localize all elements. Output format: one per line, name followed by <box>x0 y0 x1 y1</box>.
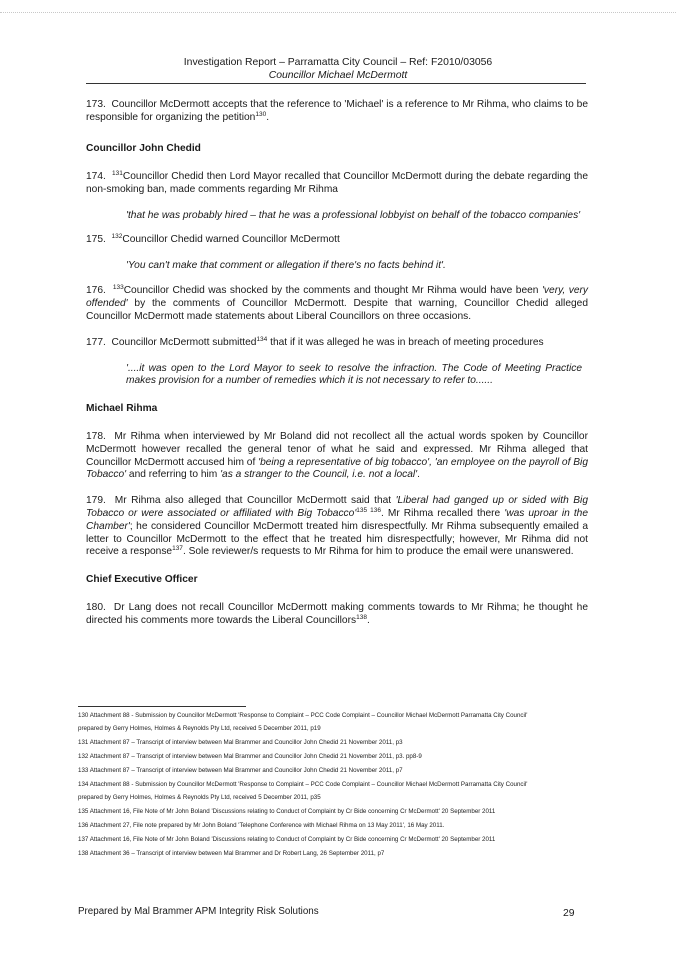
paragraph-177: 177. Councillor McDermott submitted$^{134}$ that if it was alleged he was in breach of meeting procedures <box>86 335 544 348</box>
footnote-line: 137 Attachment 16, File Note of Mr John Boland 'Discussions relating to Conduct of Complaint by Cr Bide concerning Cr McDermott' 20 September 2011 <box>78 836 496 843</box>
report-title: Investigation Report – Parramatta City Council – Ref: F2010/03056 <box>183 57 493 68</box>
footnote-line: 133 Attachment 87 – Transcript of interview between Mal Brammer and Councillor John Chedid 21 November 2011, p7 <box>78 767 403 774</box>
heading-chief-executive-officer: Chief Executive Officer <box>86 574 198 586</box>
quote-174: 'that he was probably hired – that he was a professional lobbyist on behalf of the tobacco companies' <box>126 209 581 221</box>
header-rule <box>86 83 586 84</box>
footer-prepared-by: Prepared by Mal Brammer APM Integrity Risk Solutions <box>78 906 319 917</box>
footnote-rule <box>78 706 246 707</box>
page-header <box>0 56 676 82</box>
footnote-line: 132 Attachment 87 – Transcript of interview between Mal Brammer and Councillor John Chedid 21 November 2011, p3. pp8-9 <box>78 753 422 760</box>
footnote-ref: 132 <box>111 232 123 240</box>
footnote-ref: 135 136 <box>356 506 381 514</box>
footnote-line: 130 Attachment 88 - Submission by Councillor McDermott 'Response to Complaint – PCC Code Complaint – Councillor Michael McDermott Parramatta City Council' <box>78 712 528 719</box>
heading-michael-rihma: Michael Rihma <box>86 403 158 415</box>
paragraph-176: 176. $^{133}$Councillor Chedid was shocked by the comments and thought Mr Rihma would have been 'very, very offended' by the comments of Councillor McDermott. Despite that warning, Councillor Chedid alleged Councillor McDermott made statements about Liberal Councillors on three occasions. <box>86 284 588 322</box>
paragraph-178: 178. Mr Rihma when interviewed by Mr Boland did not recollect all the actual words spoken by Councillor McDermott however recalled the general tenor of what he said and expressed. Mr Rihma alleged that Councillor McDermott accused him of 'being a representative of big tobacco', 'an employee on the payroll of Big Tobacco' and referring to him 'as a stranger to the Council, i.e. not a local'. <box>86 430 588 481</box>
quote-175: 'You can't make that comment or allegation if there's no facts behind it'. <box>126 259 446 271</box>
footnote-ref: 137 <box>172 545 183 553</box>
footnote-line: 131 Attachment 87 – Transcript of interview between Mal Brammer and Councillor John Chedid 21 November 2011, p3 <box>78 739 403 746</box>
report-body <box>86 99 588 628</box>
page-top-rule <box>0 12 676 13</box>
footnotes <box>78 712 598 864</box>
page-number: 29 <box>563 908 575 919</box>
paragraph-175: 175. $^{132}$Councillor Chedid warned Councillor McDermott <box>86 232 340 245</box>
footnote-line: 138 Attachment 36 – Transcript of interview between Mal Brammer and Dr Robert Lang, 26 September 2011, p7 <box>78 850 385 857</box>
quote-177: '....it was open to the Lord Mayor to seek to resolve the infraction. The Code of Meeting Practice makes provision for a number of remedies which it is not necessary to refer to...... <box>126 362 582 387</box>
footnote-line: 134 Attachment 88 - Submission by Councillor McDermott 'Response to Complaint – PCC Code Complaint – Councillor Michael McDermott Parramatta City Council' <box>78 781 528 788</box>
footnote-ref: 130 <box>255 110 267 118</box>
heading-councillor-chedid: Councillor John Chedid <box>86 142 201 154</box>
footnote-line: prepared by Gerry Holmes, Holmes & Reynolds Pty Ltd, received 5 December 2011, p19 <box>78 725 321 732</box>
footnote-ref: 133 <box>112 284 124 292</box>
paragraph-179: 179. Mr Rihma also alleged that Councillor McDermott said that 'Liberal had ganged up or sided with Big Tobacco or were associated or affiliated with Big $Tobacco'^{135 136}$. Mr Rihma recalled there 'was uproar in the Chamber'; he considered Councillor McDermott treated him disrespectfully. Mr Rihma subsequently emailed a letter to Councillor McDermott to the effect that he treated him disrespectfully; however, Mr Rihma did not receive a response$^{137}$. Sole reviewer/s requests to Mr Rihma for him to produce the email were unanswered. <box>86 495 589 558</box>
report-subtitle: Councillor Michael McDermott <box>268 70 408 81</box>
footnote-line: 135 Attachment 16, File Note of Mr John Boland 'Discussions relating to Conduct of Complaint by Cr Bide concerning Cr McDermott' 20 September 2011 <box>78 808 496 815</box>
paragraph-174: 174. $^{131}$Councillor Chedid then Lord Mayor recalled that Councillor McDermott during the debate regarding the non-smoking ban, made comments regarding Mr Rihma <box>86 170 588 196</box>
footnote-line: 136 Attachment 27, File note prepared by Mr John Boland 'Telephone Conference with Michael Rihma on 13 May 2011', 16 May 2011. <box>78 822 445 829</box>
footnote-ref: 134 <box>256 335 268 343</box>
paragraph-180: 180. Dr Lang does not recall Councillor McDermott making comments towards to Mr Rihma; he thought he directed his comments more towards the Liberal Councillors$^{138}$. <box>86 601 588 626</box>
footnote-line: prepared by Gerry Holmes, Holmes & Reynolds Pty Ltd, received 5 December 2011, p35 <box>78 794 321 801</box>
paragraph-173: 173. Councillor McDermott accepts that the reference to 'Michael' is a reference to Mr Rihma, who claims to be responsible for organizing the petition$^{130}$. <box>86 99 588 123</box>
footnote-ref: 138 <box>356 613 367 621</box>
footnote-ref: 131 <box>112 170 123 178</box>
